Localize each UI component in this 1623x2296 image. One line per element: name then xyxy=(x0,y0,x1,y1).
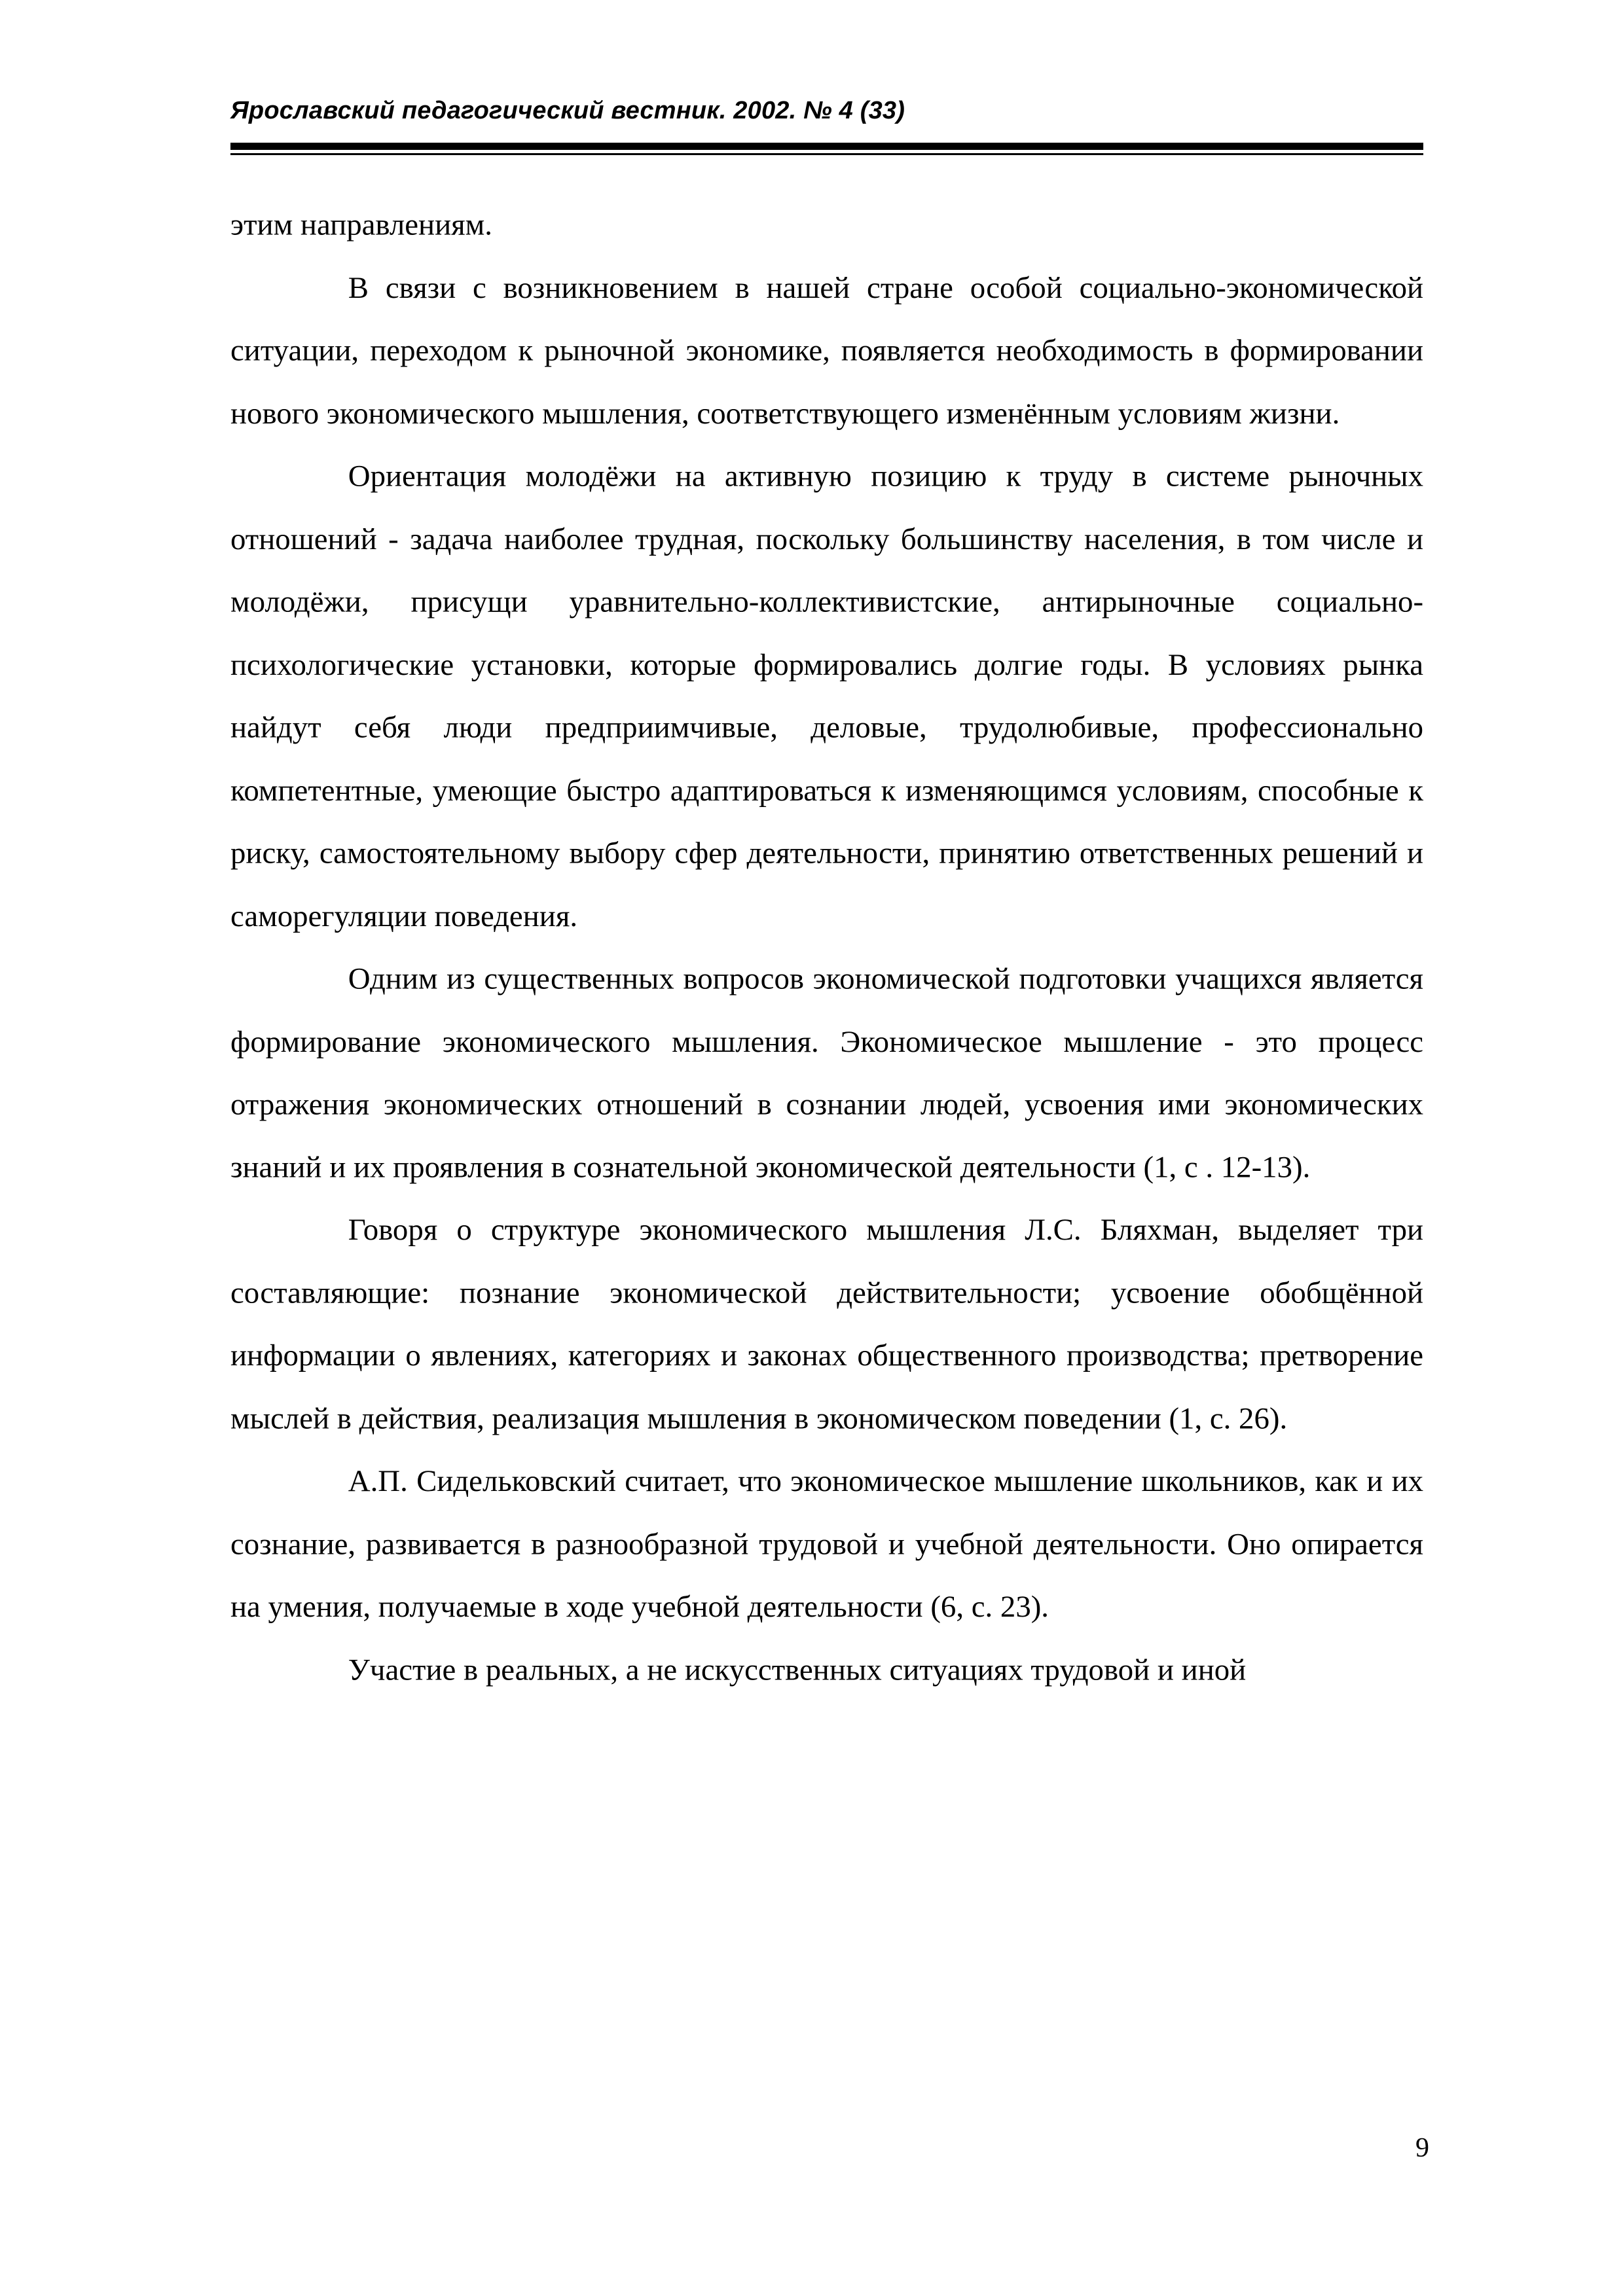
paragraph: Говоря о структуре экономического мышления Л.С. Бляхман, выделяет три составляющие: познание экономической действительности; усвоение обобщённой информации о явлениях, категориях и законах общественного производства; претворение мыслей в действия, реализация мышления в экономическом поведении (1, с. 26). xyxy=(230,1212,1424,1435)
page-number: 9 xyxy=(1415,2133,1429,2163)
paragraph: В связи с возникновением в нашей стране особой социально-экономической ситуации, переходом к рыночной экономике, появляется необходимость в формировании нового экономического мышления, соответствующего изменённым условиям жизни. xyxy=(230,270,1424,430)
body-text xyxy=(230,193,1423,1700)
paragraph-continues: Участие в реальных, а не искусственных ситуациях трудовой и иной xyxy=(348,1651,1247,1687)
running-header: Ярославский педагогический вестник. 2002. № 4 (33) xyxy=(230,97,905,124)
paragraph-continuation: этим направлениям. xyxy=(230,207,492,242)
header-rule-thick xyxy=(230,143,1423,150)
paragraph: Одним из существенных вопросов экономической подготовки учащихся является формирование экономического мышления. Экономическое мышление - это процесс отражения экономических отношений в сознании людей, усвоения ими экономических знаний и их проявления в сознательной экономической деятельности (1, с . 12-13). xyxy=(230,961,1424,1184)
header-rule-thin xyxy=(230,153,1423,155)
paragraph: А.П. Сидельковский считает, что экономическое мышление школьников, как и их сознание, развивается в разнообразной трудовой и учебной деятельности. Оно опирается на умения, получаемые в ходе учебной деятельности (6, с. 23). xyxy=(230,1463,1424,1624)
paragraph: Ориентация молодёжи на активную позицию к труду в системе рыночных отношений - задача наиболее трудная, поскольку большинству населения, в том числе и молодёжи, присущи уравнительно-коллективистские, антирыночные социально-психологические установки, которые формировались долгие годы. В условиях рынка найдут себя люди предприимчивые, деловые, трудолюбивые, профессионально компетентные, умеющие быстро адаптироваться к изменяющимся условиям, способные к риску, самостоятельному выбору сфер деятельности, принятию ответственных решений и саморегуляции поведения. xyxy=(230,458,1424,933)
